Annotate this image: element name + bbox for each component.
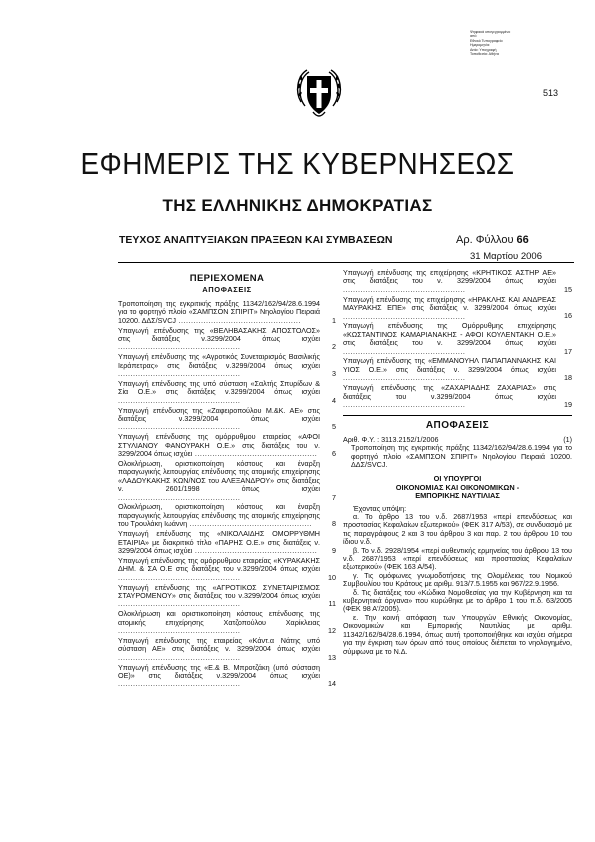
contents-entry[interactable]: [118, 407, 336, 432]
contents-entry-title: Υπαγωγή επένδυσης της υπό σύσταση «Σαλτής Σπυρίδων & Σία Ο.Ε.» στις διατάξεις ν.3299/2004 όπως ισχύει .....: [118, 380, 320, 405]
contents-entry-page: 13: [328, 652, 336, 662]
contents-entry-page: 4: [332, 395, 336, 405]
having-regard: Έχοντας υπόψη:: [353, 503, 407, 513]
coat-of-arms-icon: [291, 62, 347, 124]
contents-entry[interactable]: [118, 300, 336, 325]
right-column: [343, 269, 572, 656]
contents-entry-title: Υπαγωγή επένδυσης της «ΒΕΛΗΒΑΣΑΚΗΣ ΑΠΟΣΤΟΛΟΣ» στις διατάξεις ν.3299/2004 όπως ισχύει .....: [118, 327, 320, 352]
contents-entry[interactable]: [343, 322, 572, 356]
decision-description: Τροποποίηση της εγκριτικής πράξης 11342/162/94/28.6.1994 για το φορτηγό πλοίο «ΣΑΜΠΣΟΝ ΣΠΙΡΙΤ» Νηολογίου Πειραιά 10200. ΔΔΣ/SVCJ.: [351, 443, 572, 469]
contents-entry-page: 9: [332, 545, 336, 555]
contents-entry-page: 7: [332, 492, 336, 502]
decision-ordinal: (1): [563, 434, 572, 444]
contents-entry-page: 15: [564, 284, 572, 294]
decision-reference: [343, 436, 572, 444]
contents-entry-title: Υπαγωγή επένδυσης της επιχείρησης «ΚΡΗΤΙΚΟΣ ΑΣΤΗΡ ΑΕ» στις διατάξεις του ν. 3299/2004 όπως ισχύει .....: [343, 269, 556, 294]
contents-column: [118, 275, 336, 690]
contents-entry-title: Υπαγωγή επένδυσης της «Ε.& Β. Μπροτζάκη (υπό σύσταση ΟΕ)» στις διατάξεις ν.3299/2004 όπως ισχύει .....: [118, 664, 320, 689]
contents-entry-title: Υπαγωγή επένδυσης της «ΝΙΚΟΛΑΙΔΗΣ ΟΜΟΡΡΥΘΜΗ ΕΤΑΙΡΙΑ» με διακριτικό τίτλο «ΠΑΡΗΣ Ο.Ε.» στις διατάξεις ν. 3299/2004 όπως ισχύει .....: [118, 530, 320, 555]
contents-entry-page: 2: [332, 342, 336, 352]
contents-entry-title: Υπαγωγή επένδυσης της «ΖΑΧΑΡΙΑΔΗΣ ΖΑΧΑΡΙΑΣ» στις διατάξεις του ν.3299/2004 όπως ισχύει .....: [343, 384, 556, 409]
contents-entry-page: 17: [564, 346, 572, 356]
contents-entry[interactable]: [343, 296, 572, 321]
contents-entry-page: 1: [332, 315, 336, 325]
page-number: 513: [543, 88, 559, 98]
issue-number-line: [456, 234, 529, 246]
contents-entry[interactable]: [118, 584, 336, 609]
contents-entry-page: 10: [328, 572, 336, 582]
contents-entry-page: 3: [332, 368, 336, 378]
contents-entry[interactable]: [118, 380, 336, 405]
contents-entry[interactable]: [343, 269, 572, 294]
contents-entry-title: Υπαγωγή επένδυσης της «Ζαφειροπούλου Μ.&Κ. ΑΕ» στις διατάξεις ν.3299/2004 όπως ισχύει .....: [118, 407, 320, 432]
issue-date: 31 Μαρτίου 2006: [470, 251, 542, 262]
contents-entry-title: Υπαγωγή επένδυσης της ομόρρυθμου εταιρείας «ΚΥΡΑΚΑΚΗΣ ΔΗΜ. & ΣΑ Ο.Ε στις διατάξεις του ν.3299/2004 όπως ισχύει .....: [118, 557, 320, 582]
ministers-line: ΕΜΠΟΡΙΚΗΣ ΝΑΥΤΙΛΙΑΣ: [415, 491, 500, 501]
signature-line: Αιτία: Υπογραφή: [470, 47, 497, 52]
contents-entry[interactable]: [118, 433, 336, 458]
contents-entry-title: Υπαγωγή επένδυσης της Ομόρρυθμης επιχείρησης «ΚΩΣΤΑΝΤΙΝΟΣ ΚΑΜΑΡΙΑΝΑΚΗΣ - ΑΦΟΙ ΚΟΥΛΕΝΤΑΚΗ Ο.Ε.» στις διατάξεις του ν. 3299/2004 όπως ισχύει .....: [343, 322, 556, 355]
signature-line: από: [470, 34, 477, 39]
decision-paragraph: α. Το άρθρο 13 του ν.δ. 2687/1953 «περί επενδύσεως και προστασίας Κεφαλαίων εξωτερικού» (ΦΕΚ 317 Α/53), σε συνδυασμό με τις παραγράφους 2 και 3 του άρθρου 3 και παρ. 2 του άρθρου 10 του ίδιου ν.δ.: [343, 512, 572, 547]
ministers-line: ΟΙ ΥΠΟΥΡΓΟΙ: [433, 474, 482, 484]
contents-entry[interactable]: [343, 384, 572, 409]
ministers-line: ΟΙΚΟΝΟΜΙΑΣ ΚΑΙ ΟΙΚΟΝΟΜΙΚΩΝ -: [395, 482, 520, 492]
contents-entry-page: 14: [328, 679, 336, 689]
contents-entry-title: Ολοκλήρωση, οριστικοποίηση κόστους και έναρξη παραγωγικής λειτουργίας επένδυσης της ατομικής επιχείρησης του Τρουλάκη Ιωάννη .....: [118, 503, 320, 528]
contents-entry-title: Υπαγωγή επένδυσης της επιχείρησης «ΗΡΑΚΛΗΣ ΚΑΙ ΑΝΔΡΕΑΣ ΜΑΥΡΑΚΗΣ ΕΠΕ» στις διατάξεις ν. 3299/2004 όπως ισχύει .....: [343, 296, 556, 321]
contents-entry-page: 19: [564, 399, 572, 409]
issue-number: 66: [516, 234, 529, 246]
contents-entry-page: 18: [564, 373, 572, 383]
decision-paragraph: β. Το ν.δ. 2928/1954 «περί αυθεντικής ερμηνείας του άρθρου 13 του ν.δ. 2687/1953 «περί επενδύσεως και προστασίας Κεφαλαίων εξωτερικού» (ΦΕΚ 163 Α/54).: [343, 545, 572, 572]
contents-entry-page: 12: [328, 625, 336, 635]
decision-paragraph: ε. Την κοινή απόφαση των Υπουργών Εθνικής Οικονομίας, Οικονομικών και Εμπορικής Ναυτιλίας με αριθμ. 11342/162/94/28.6.1994, όπως αυτή τροποποιήθηκε και ισχύει σήμερα για την έγκριση των όρων από τους οποίους διέπεται το νηολογημένο, σύμφωνα με το Ν.Δ.: [343, 612, 572, 656]
decision-paragraph: δ. Τις διατάξεις του «Κώδικα Νομοθεσίας για την Κυβέρνηση και τα κυβερνητικά όργανα» που κυρώθηκε με το άρθρο 1 του π.δ. 63/2005 (ΦΕΚ 98 Α'/2005).: [343, 587, 572, 614]
decision-paragraph: γ. Τις ομόφωνες γνωμοδοτήσεις της Ολομέλειας του Νομικού Συμβουλίου του Κράτους με αριθμ. 913/7.5.1955 και 967/22.9.1956.: [343, 570, 572, 589]
gazette-subtitle: ΤΗΣ ΕΛΛΗΝΙΚΗΣ ΔΗΜΟΚΡΑΤΙΑΣ: [162, 196, 433, 215]
contents-entry-title: Ολοκλήρωση και οριστικοποίηση κόστους επένδυσης της ατομικής επιχείρησης Χατζοπούλου Χαρίκλειας .....: [118, 610, 320, 635]
signature-line: Ημερομηνία:: [470, 43, 491, 48]
contents-entry-title: Υπαγωγή επένδυσης της «ΕΜΜΑΝΟΥΗΛ ΠΑΠΑΠΑΝΝΑΚΗΣ ΚΑΙ ΥΙΟΣ Ο.Ε.» στις διατάξεις ν. 3299/2004 όπως ισχύει .....: [343, 357, 556, 382]
contents-entry-page: 6: [332, 449, 336, 459]
section-divider: [343, 415, 572, 416]
issue-label: Αρ. Φύλλου: [456, 234, 514, 246]
signature-line: Εθνικό Τυπογραφείο: [470, 38, 503, 43]
contents-entry-title: Τροποποίηση της εγκριτικής πράξης 11342/162/94/28.6.1994 για το φορτηγό πλοίο «ΣΑΜΠΣΟΝ ΣΠΙΡΙΤ» Νηολογίου Πειραιά 10200. ΔΔΣ/SVCJ .....: [118, 300, 320, 325]
gazette-title: ΕΦΗΜΕΡΙΣ ΤΗΣ ΚΥΒΕΡΝΗΣΕΩΣ: [80, 146, 515, 181]
contents-list-continued: [343, 269, 572, 409]
contents-entry[interactable]: [343, 357, 572, 382]
contents-entry[interactable]: [118, 503, 336, 528]
signature-line: Ψηφιακά υπογεγραμμένο: [470, 30, 511, 34]
contents-entry[interactable]: [118, 637, 336, 662]
contents-entry[interactable]: [118, 353, 336, 378]
contents-entry-page: 8: [332, 519, 336, 529]
contents-entry-title: Υπαγωγή επένδυσης της «ΑΓΡΟΤΙΚΟΣ ΣΥΝΕΤΑΙΡΙΣΜΟΣ ΣΤΑΥΡΟΜΕΝΟΥ» στις διατάξεις του ν.3299/2004 όπως ισχύει .....: [118, 584, 320, 609]
contents-entry-page: 5: [332, 422, 336, 432]
signature-line: Τοποθεσία: Αθήνα: [470, 52, 499, 57]
contents-entry[interactable]: [118, 557, 336, 582]
contents-entry[interactable]: [118, 530, 336, 555]
contents-subheading: ΑΠΟΦΑΣΕΙΣ: [202, 285, 252, 295]
contents-entry-title: Υπαγωγή επένδυσης της «Αγροτικός Συνεταιρισμός Βασιλικής Ιεράπετρας» στις διατάξεις ν.3299/2004 όπως ισχύει .....: [118, 353, 320, 378]
contents-entry[interactable]: [118, 327, 336, 352]
contents-heading: ΠΕΡΙΕΧΟΜΕΝΑ: [189, 273, 265, 284]
contents-entry[interactable]: [118, 664, 336, 689]
contents-entry-title: Ολοκλήρωση, οριστικοποίηση κόστους και έναρξη παραγωγικής λειτουργίας επένδυσης της ατομικής επιχείρησης «ΛΑΔΟΥΚΑΚΗΣ ΚΩΝ/ΝΟΣ του ΑΛΕΞΑΝΔΡΟΥ» στις διατάξεις ν. 2601/1998 όπως ισχύει .....: [118, 460, 320, 502]
decision-ref-number: Αριθ. Φ.Υ. : 3113.2152/1/2006: [343, 434, 439, 444]
header-rule: [118, 262, 574, 263]
digital-signature-block: [470, 30, 530, 56]
decisions-heading: ΑΠΟΦΑΣΕΙΣ: [425, 420, 490, 432]
contents-entry-page: 11: [328, 599, 336, 609]
contents-entry[interactable]: [118, 610, 336, 635]
contents-entry-page: 16: [564, 311, 572, 321]
contents-list: [118, 300, 336, 689]
issue-series: ΤΕΥΧΟΣ ΑΝΑΠΤΥΞΙΑΚΩΝ ΠΡΑΞΕΩΝ ΚΑΙ ΣΥΜΒΑΣΕΩΝ: [119, 234, 393, 246]
contents-entry-title: Υπαγωγή επένδυσης της ομόρρυθμου εταιρείας «ΑΦΟΙ ΣΤΥΛΙΑΝΟΥ ΦΑΝΟΥΡΑΚΗ Ο.Ε.» στις διατάξεις του ν. 3299/2004 όπως ισχύει .....: [118, 433, 320, 458]
contents-entry[interactable]: [118, 460, 336, 502]
ministers-heading: [343, 475, 572, 500]
contents-entry-title: Υπαγωγή επένδυσης της εταιρείας «Κάντ.α Νάτης υπό σύσταση ΑΕ» στις διατάξεις ν. 3299/2004 όπως ισχύει .....: [118, 637, 320, 662]
